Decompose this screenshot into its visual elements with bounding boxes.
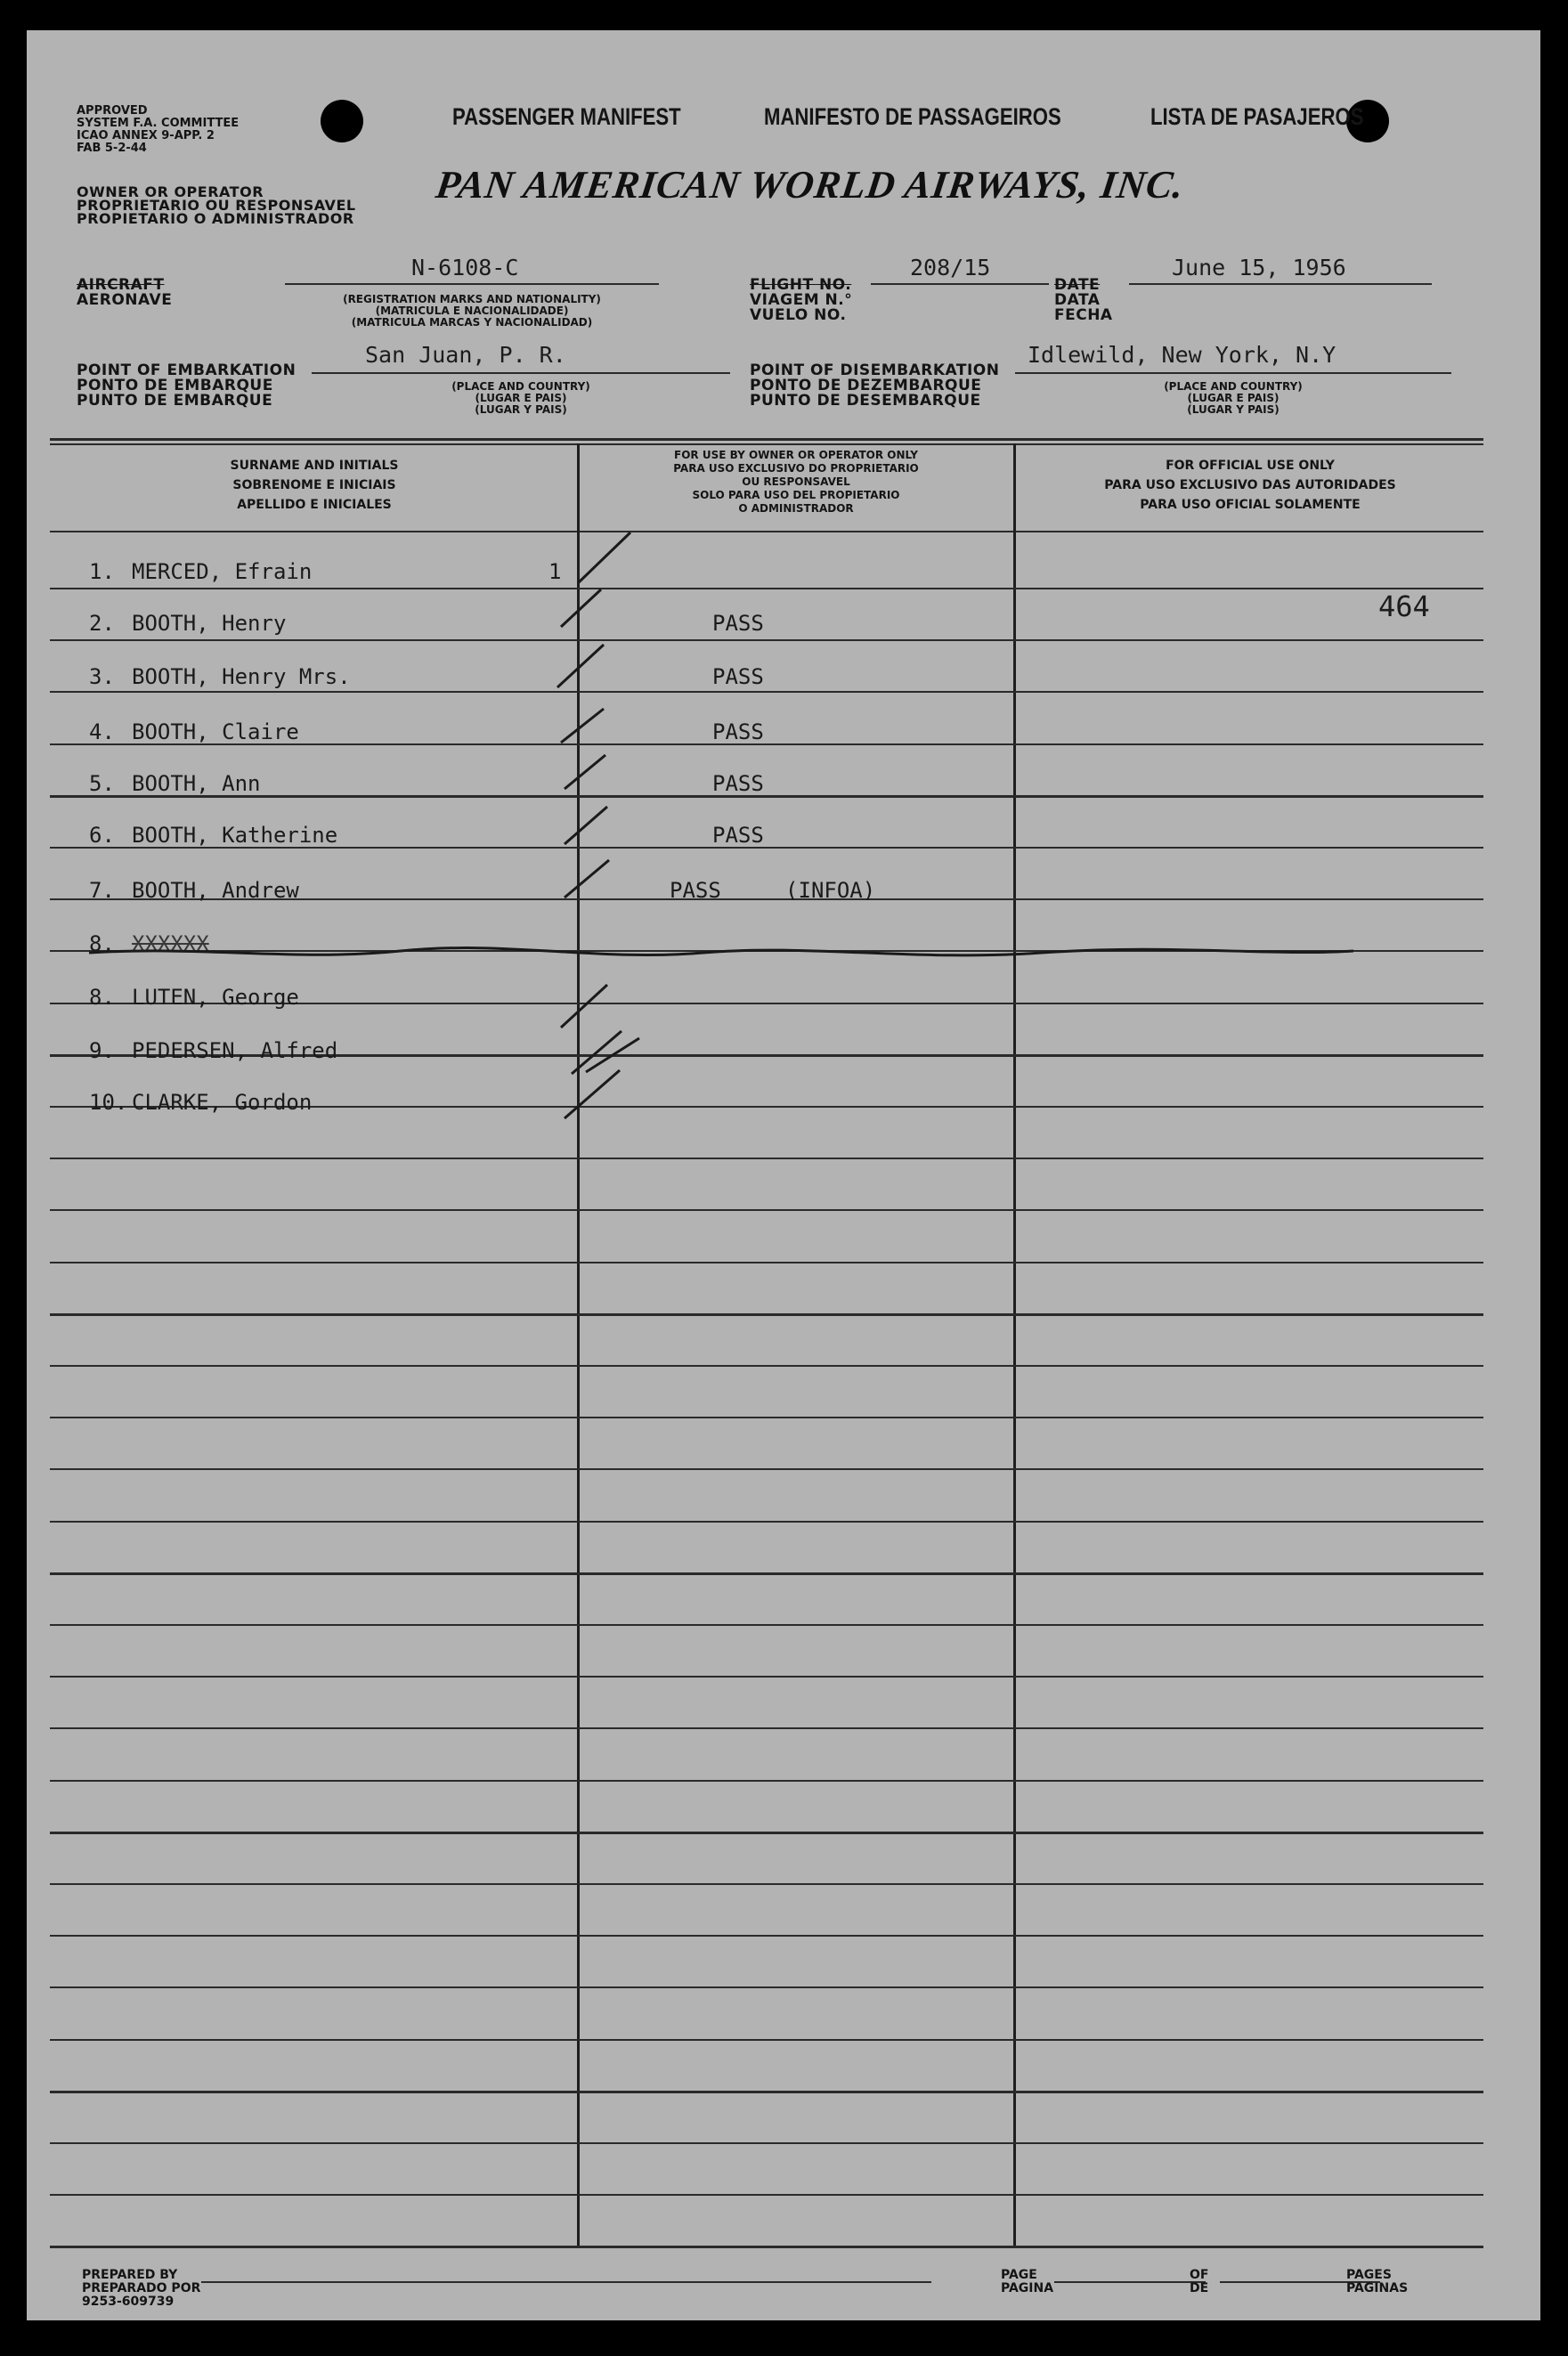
name-header-line: SURNAME AND INITIALS <box>230 459 399 473</box>
passenger-name: MERCED, Efrain <box>132 559 313 584</box>
name-header-line: SOBRENOME E INICIAIS <box>232 478 396 492</box>
passenger-note: PASS <box>712 823 764 848</box>
embark-sub-line: (PLACE AND COUNTRY) <box>451 380 590 393</box>
title-english: PASSENGER MANIFEST <box>452 103 681 130</box>
embark-value: San Juan, P. R. <box>365 342 566 368</box>
approved-line: FAB 5-2-44 <box>77 142 147 155</box>
disembark-label-line: POINT OF DISEMBARKATION <box>750 362 1000 379</box>
official-header-line: PARA USO EXCLUSIVO DAS AUTORIDADES <box>1104 478 1396 492</box>
aircraft-sub-line: (MATRICULA MARCAS Y NACIONALIDAD) <box>351 316 593 329</box>
prepared-underline <box>201 2281 931 2283</box>
disembark-sub-line: (LUGAR E PAIS) <box>1187 392 1280 404</box>
owner-label-line: PROPRIETARIO OU RESPONSAVEL <box>77 197 356 214</box>
title-spanish: LISTA DE PASAJEROS <box>1150 103 1364 130</box>
check-mark <box>565 755 605 789</box>
passenger-number: 8. <box>89 931 115 956</box>
owner-brand: PAN AMERICAN WORLD AIRWAYS, INC. <box>433 163 1188 207</box>
owner-label-line: PROPIETARIO O ADMINISTRADOR <box>77 210 354 227</box>
check-mark <box>579 532 630 582</box>
disembark-value: Idlewild, New York, N.Y <box>1028 342 1336 368</box>
passenger-name: BOOTH, Andrew <box>132 878 299 903</box>
passenger-note: PASS <box>712 719 764 744</box>
manifest-sheet <box>27 30 1540 2320</box>
embark-sub-line: (LUGAR E PAIS) <box>475 392 567 404</box>
check-mark <box>565 860 609 898</box>
check-mark <box>557 645 604 687</box>
disembark-label-line: PUNTO DE DESEMBARQUE <box>750 392 981 410</box>
owner-header-line: FOR USE BY OWNER OR OPERATOR ONLY <box>674 449 918 461</box>
passenger-note: PASS <box>712 771 764 796</box>
aircraft-sub-line: (MATRICULA E NACIONALIDADE) <box>375 305 569 317</box>
disembark-sub-line: (LUGAR Y PAIS) <box>1187 403 1280 416</box>
pages-line: PAGINAS <box>1346 2281 1409 2295</box>
page-line: PAGE <box>1001 2268 1037 2282</box>
owner-label-line: OWNER OR OPERATOR <box>77 183 264 200</box>
of-line: OF <box>1190 2268 1209 2282</box>
passenger-number: 6. <box>89 823 115 848</box>
passenger-name: LUTEN, George <box>132 985 299 1010</box>
disembark-sub-line: (PLACE AND COUNTRY) <box>1164 380 1303 393</box>
passenger-name: BOOTH, Ann <box>132 771 261 796</box>
owner-header-line: PARA USO EXCLUSIVO DO PROPRIETARIO <box>673 462 919 475</box>
passenger-name: BOOTH, Henry <box>132 611 287 636</box>
of-label <box>1190 2269 1208 2295</box>
flight-value: 208/15 <box>910 255 991 280</box>
official-number: 464 <box>1378 589 1430 623</box>
check-mark <box>565 1070 620 1118</box>
passenger-number: 9. <box>89 1038 115 1063</box>
prepared-by <box>82 2269 200 2309</box>
embark-label-line: PONTO DE EMBARQUE <box>77 377 273 394</box>
check-mark <box>561 985 607 1028</box>
passenger-note: PASS <box>712 664 764 689</box>
of-line: DE <box>1190 2281 1209 2295</box>
passenger-note: PASS <box>712 611 764 636</box>
check-mark <box>561 589 601 627</box>
page-underline <box>1054 2281 1206 2283</box>
embark-label-line: POINT OF EMBARKATION <box>77 362 297 379</box>
passenger-name: XXXXXX <box>132 931 209 956</box>
aircraft-label-line: AIRCRAFT <box>77 276 165 294</box>
prepared-line: PREPARED BY <box>82 2268 178 2282</box>
name-header-line: APELLIDO E INICIALES <box>237 498 392 512</box>
approved-line: ICAO ANNEX 9-APP. 2 <box>77 129 215 142</box>
owner-header-line: O ADMINISTRADOR <box>738 502 854 515</box>
passenger-name: CLARKE, Gordon <box>132 1090 313 1115</box>
embark-sub-line: (LUGAR Y PAIS) <box>475 403 567 416</box>
passenger-number: 3. <box>89 664 115 689</box>
passenger-mark: 1 <box>548 559 562 584</box>
date-value: June 15, 1956 <box>1172 255 1346 280</box>
owner-header-line: OU RESPONSAVEL <box>742 475 850 488</box>
aircraft-value: N-6108-C <box>411 255 519 280</box>
flight-label-line: VUELO NO. <box>750 306 847 324</box>
check-mark <box>561 709 604 743</box>
tick-marks <box>27 30 1540 2320</box>
official-header-line: PARA USO OFICIAL SOLAMENTE <box>1140 498 1361 512</box>
page-line: PAGINA <box>1001 2281 1054 2295</box>
flight-label-line: FLIGHT NO. <box>750 276 852 294</box>
check-mark <box>565 807 607 844</box>
date-label-line: DATE <box>1054 276 1101 294</box>
title-portuguese: MANIFESTO DE PASSAGEIROS <box>764 103 1061 130</box>
date-label-line: FECHA <box>1054 306 1113 324</box>
passenger-name: BOOTH, Henry Mrs. <box>132 664 351 689</box>
passenger-number: 1. <box>89 559 115 584</box>
passenger-name: BOOTH, Claire <box>132 719 299 744</box>
prepared-line: 9253-609739 <box>82 2295 175 2309</box>
pages-label <box>1346 2269 1408 2295</box>
page-label <box>1001 2269 1053 2295</box>
passenger-note: PASS (INFOA) <box>670 878 876 903</box>
embark-label-line: PUNTO DE EMBARQUE <box>77 392 273 410</box>
approved-line: APPROVED <box>77 104 148 118</box>
aircraft-label-line: AERONAVE <box>77 291 173 309</box>
passenger-number: 2. <box>89 611 115 636</box>
passenger-name: BOOTH, Katherine <box>132 823 338 848</box>
date-label-line: DATA <box>1054 291 1101 309</box>
passenger-number: 8. <box>89 985 115 1010</box>
owner-header-line: SOLO PARA USO DEL PROPIETARIO <box>692 489 900 501</box>
official-header-line: FOR OFFICIAL USE ONLY <box>1166 459 1335 473</box>
aircraft-sub-line: (REGISTRATION MARKS AND NATIONALITY) <box>343 293 601 305</box>
pages-line: PAGES <box>1346 2268 1392 2282</box>
passenger-number: 4. <box>89 719 115 744</box>
passenger-name: PEDERSEN, Alfred <box>132 1038 338 1063</box>
approved-line: SYSTEM F.A. COMMITTEE <box>77 117 240 130</box>
prepared-line: PREPARADO POR <box>82 2281 201 2295</box>
passenger-number: 10. <box>89 1090 128 1115</box>
disembark-label-line: PONTO DE DEZEMBARQUE <box>750 377 982 394</box>
strike-line <box>89 948 1353 955</box>
passenger-number: 7. <box>89 878 115 903</box>
check-mark <box>572 1031 622 1074</box>
flight-label-line: VIAGEM N.° <box>750 291 853 309</box>
passenger-number: 5. <box>89 771 115 796</box>
